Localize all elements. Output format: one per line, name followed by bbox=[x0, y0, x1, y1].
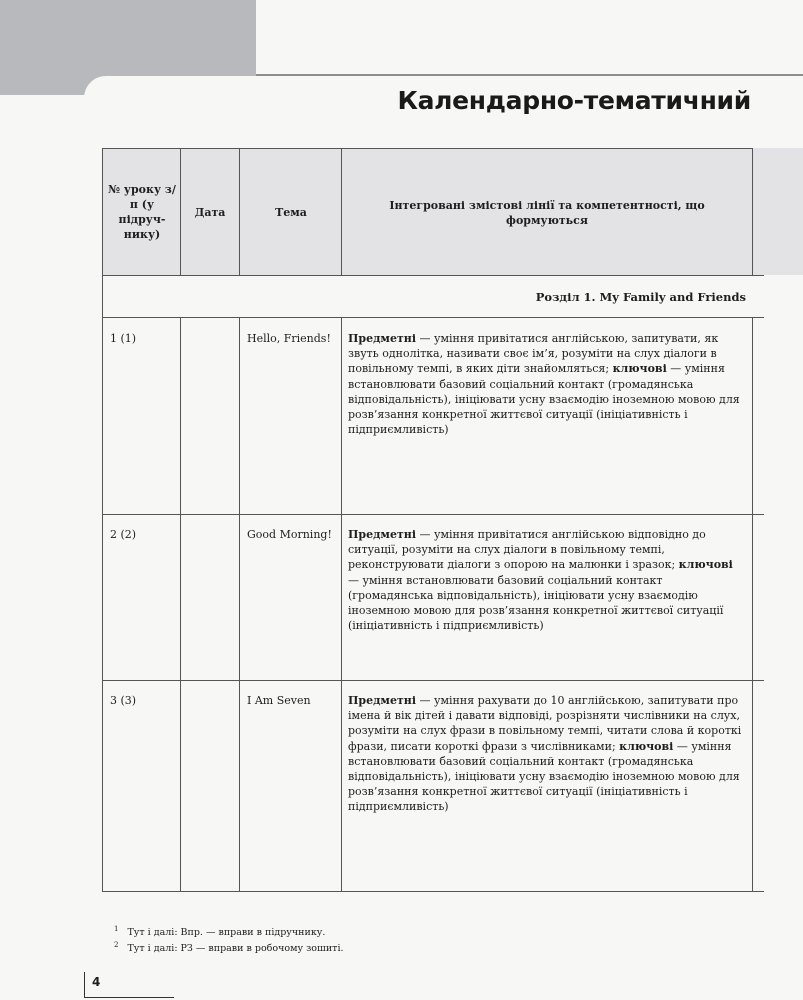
footnote-text: Тут і далі: Впр. — вправи в підручнику. bbox=[127, 927, 326, 939]
header-competences: Інтегровані змістові лінії та компетентності, що формуються bbox=[389, 199, 705, 227]
section-title: Розділ 1. My Family and Friends bbox=[535, 290, 746, 304]
table-header-rule bbox=[102, 275, 764, 276]
column-divider bbox=[341, 148, 342, 275]
column-divider bbox=[180, 148, 181, 275]
header-date: Дата bbox=[194, 206, 226, 219]
footnotes bbox=[114, 923, 344, 955]
page-number: 4 bbox=[92, 975, 101, 989]
footnote-mark: 2 bbox=[114, 941, 119, 950]
page-title: Календарно-тематичний bbox=[397, 86, 751, 115]
footnote bbox=[114, 923, 344, 939]
lesson-competences bbox=[348, 527, 743, 633]
key-label: ключові bbox=[612, 362, 667, 376]
table-row-rule bbox=[102, 514, 764, 515]
footnote-text: Тут і далі: РЗ — вправи в робочому зошиті. bbox=[127, 943, 344, 955]
subject-label: Предметні bbox=[348, 332, 417, 345]
subject-label: Предметні bbox=[348, 528, 417, 541]
lesson-competences bbox=[348, 693, 743, 815]
table-border-bottom bbox=[102, 891, 764, 892]
header-topic: Тема bbox=[275, 206, 307, 219]
lesson-number: 3 (3) bbox=[110, 694, 137, 707]
lesson-topic: Good Morning! bbox=[247, 528, 332, 541]
key-label: ключові bbox=[619, 739, 674, 753]
table-row-rule bbox=[102, 680, 764, 681]
lesson-number: 2 (2) bbox=[110, 528, 137, 541]
column-divider bbox=[341, 317, 342, 892]
lesson-plan-table bbox=[102, 148, 764, 892]
lesson-competences bbox=[348, 331, 743, 437]
subject-text: — уміння рахувати до 10 англійською, запитувати про імена й вік дітей і давати відповіді, розрізняти числівники на слух, розуміти на слух фрази в повільному темпі, читати слова й короткі фрази, писати короткі фрази з числівниками; bbox=[348, 694, 742, 753]
page-number-rule bbox=[84, 972, 85, 998]
column-divider bbox=[239, 317, 240, 892]
subject-text: — уміння привітатися англійською відповідно до ситуації, розуміти на слух діалоги в повільному темпі, реконструювати діалоги з опорою на малюнки і зразок; bbox=[348, 528, 706, 572]
page-number-underline bbox=[84, 997, 174, 998]
key-label: ключові bbox=[678, 558, 733, 572]
key-text: — уміння встановлювати базовий соціальний контакт (громадянська відповідальність), ініціювати усну взаємодію іноземною мовою для розв’язання конкретної життєвої ситуації (ініціативність і підприємливість) bbox=[348, 573, 724, 633]
column-divider bbox=[752, 317, 753, 892]
footnote-mark: 1 bbox=[114, 925, 119, 933]
subject-text: — уміння привітатися англійською, запитувати, як звуть однолітка, називати своє ім’я, розуміти на слух діалоги в повільному темпі, в яких діти знайомляться; bbox=[348, 332, 719, 376]
table-section-rule bbox=[102, 317, 764, 318]
table-border-left bbox=[102, 148, 103, 892]
header-lesson-number: № уроку з/п (у підруч-нику) bbox=[108, 183, 176, 241]
column-divider bbox=[239, 148, 240, 275]
subject-label: Предметні bbox=[348, 694, 417, 707]
lesson-topic: I Am Seven bbox=[247, 694, 311, 707]
footnote bbox=[114, 939, 344, 955]
lesson-number: 1 (1) bbox=[110, 332, 137, 345]
lesson-topic: Hello, Friends! bbox=[247, 332, 331, 345]
column-divider bbox=[180, 317, 181, 892]
column-divider bbox=[752, 148, 753, 275]
key-text: — уміння встановлювати базовий соціальний контакт (громадянська відповідальність), ініціювати усну взаємодію іноземною мовою для розв’язання конкретної життєвої ситуації (ініціативність і підприємливість) bbox=[348, 739, 740, 814]
key-text: — уміння встановлювати базовий соціальний контакт (громадянська відповідальність), ініціювати усну взаємодію іноземною мовою для розв’язання конкретної життєвої ситуації (ініціативність і підприємливість) bbox=[348, 362, 740, 437]
table-border-top bbox=[102, 148, 752, 149]
